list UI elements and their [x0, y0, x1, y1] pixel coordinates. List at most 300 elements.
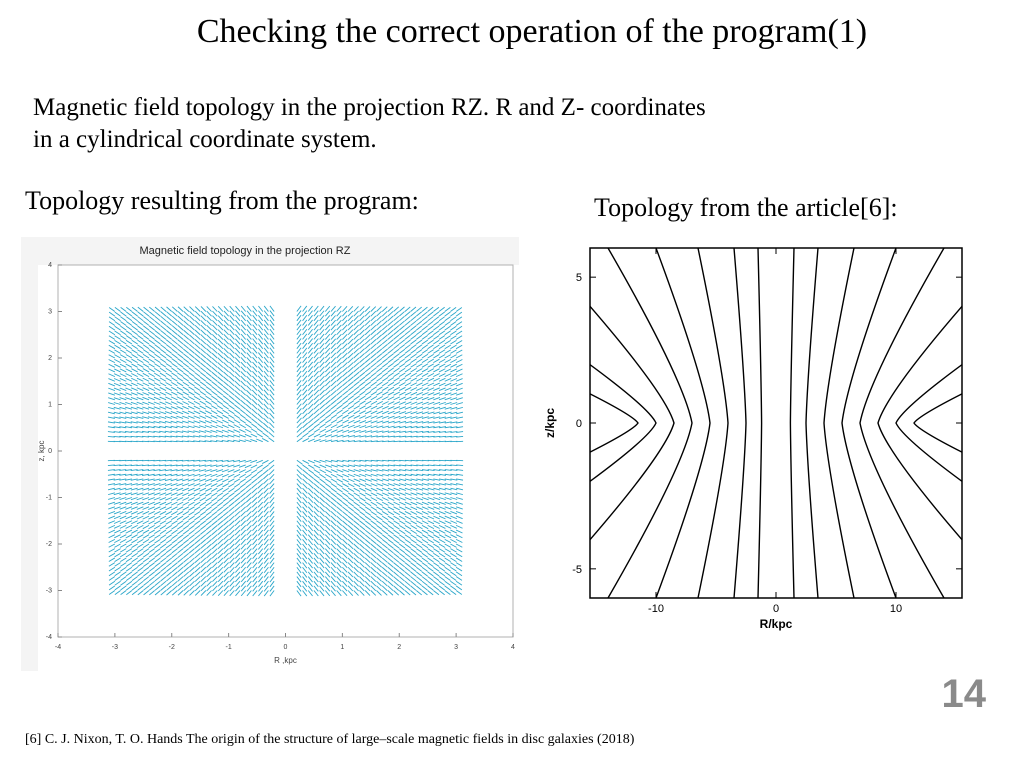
field-arrow	[166, 563, 171, 567]
field-arrow	[399, 363, 405, 367]
field-arrow	[337, 586, 342, 591]
field-arrow	[314, 591, 318, 596]
field-arrow	[342, 344, 347, 349]
field-arrow	[314, 424, 320, 428]
field-arrow	[422, 558, 428, 562]
field-arrow	[433, 525, 439, 528]
field-arrow	[201, 335, 206, 340]
field-arrow	[399, 586, 404, 591]
field-arrow	[235, 498, 240, 502]
field-arrow	[195, 572, 200, 577]
field-arrow	[348, 391, 354, 395]
field-arrow	[252, 498, 257, 503]
field-arrow	[205, 488, 211, 491]
field-arrow	[178, 326, 183, 331]
field-arrow	[314, 479, 319, 483]
field-arrow	[241, 567, 246, 572]
field-arrow	[382, 581, 387, 586]
field-arrow	[331, 502, 336, 507]
field-arrow	[258, 353, 262, 358]
field-arrow	[433, 558, 439, 562]
field-arrow	[177, 378, 183, 382]
field-arrow	[138, 586, 144, 590]
field-arrow	[405, 581, 410, 585]
field-arrow	[365, 325, 370, 330]
field-arrow	[264, 362, 268, 367]
field-arrow	[264, 549, 268, 555]
field-arrow	[183, 397, 189, 400]
field-arrow	[212, 334, 217, 339]
field-arrow	[195, 311, 200, 316]
field-arrow	[201, 344, 206, 349]
field-arrow	[411, 544, 417, 548]
field-arrow	[228, 410, 234, 414]
field-arrow	[166, 577, 171, 582]
field-arrow	[331, 572, 336, 577]
field-arrow	[218, 521, 223, 526]
field-arrow	[137, 525, 143, 528]
field-arrow	[342, 358, 347, 363]
field-arrow	[132, 354, 138, 358]
field-arrow	[303, 577, 307, 583]
field-arrow	[456, 326, 462, 330]
field-arrow	[224, 563, 229, 568]
field-arrow	[308, 474, 313, 478]
field-arrow	[320, 311, 324, 316]
field-arrow	[206, 502, 212, 506]
field-arrow	[223, 502, 229, 506]
field-arrow	[445, 350, 451, 354]
field-arrow	[456, 383, 463, 386]
field-arrow	[160, 340, 166, 344]
field-arrow	[138, 326, 144, 330]
field-arrow	[120, 321, 126, 325]
field-arrow	[178, 553, 183, 557]
field-arrow	[138, 567, 144, 571]
field-arrow	[342, 539, 347, 544]
field-arrow	[143, 567, 149, 571]
field-arrow	[371, 493, 377, 496]
field-arrow	[206, 516, 212, 520]
field-arrow	[264, 563, 268, 569]
field-arrow	[201, 306, 206, 311]
field-arrow	[456, 312, 462, 316]
y-tick-label: 4	[48, 262, 52, 269]
field-arrow	[149, 586, 154, 590]
field-arrow	[143, 563, 149, 567]
field-arrow	[166, 586, 171, 591]
field-arrow	[218, 306, 223, 311]
field-arrow	[205, 421, 212, 424]
field-arrow	[132, 317, 138, 321]
field-arrow	[314, 434, 320, 437]
field-arrow	[388, 340, 393, 344]
field-arrow	[189, 325, 194, 330]
field-arrow	[428, 530, 434, 533]
field-arrow	[206, 558, 211, 563]
field-arrow	[325, 525, 330, 530]
field-arrow	[177, 539, 183, 543]
field-arrow	[405, 387, 411, 390]
field-arrow	[172, 344, 178, 348]
field-arrow	[270, 366, 274, 372]
field-arrow	[428, 563, 434, 567]
field-arrow	[246, 414, 252, 418]
field-arrow	[325, 414, 331, 418]
field-arrow	[377, 307, 382, 312]
field-arrow	[394, 521, 400, 525]
field-arrow	[264, 315, 268, 321]
field-arrow	[445, 530, 451, 533]
field-arrow	[382, 577, 387, 582]
field-arrow	[303, 423, 308, 428]
field-arrow	[166, 535, 172, 539]
field-arrow	[382, 354, 388, 358]
field-arrow	[109, 345, 115, 348]
field-arrow	[270, 493, 274, 498]
footnote: [6] C. J. Nixon, T. O. Hands The origin of the structure of large–scale magnetic fields in disc galaxies (2018)	[25, 732, 635, 747]
field-arrow	[439, 539, 445, 542]
field-arrow	[160, 498, 166, 501]
field-arrow	[325, 334, 330, 339]
field-arrow	[258, 399, 263, 404]
field-arrow	[252, 493, 257, 498]
field-arrow	[450, 544, 456, 547]
field-arrow	[428, 581, 434, 585]
lines-axes-box	[590, 248, 962, 598]
field-arrow	[359, 479, 366, 482]
field-arrow	[264, 357, 268, 362]
field-arrow	[399, 344, 405, 348]
field-arrow	[314, 325, 318, 330]
field-arrow	[247, 325, 251, 330]
field-arrow	[331, 348, 336, 353]
field-arrow	[342, 405, 348, 409]
field-arrow	[342, 334, 347, 339]
field-arrow	[143, 359, 149, 363]
field-arrow	[138, 591, 143, 595]
field-arrow	[348, 558, 353, 563]
field-arrow	[253, 563, 257, 568]
field-arrow	[331, 521, 336, 526]
field-arrow	[388, 507, 394, 510]
field-arrow	[337, 358, 342, 363]
field-arrow	[337, 558, 342, 563]
field-arrow	[154, 511, 160, 514]
field-arrow	[371, 521, 377, 525]
field-arrow	[382, 553, 387, 557]
field-arrow	[121, 312, 127, 316]
field-arrow	[348, 484, 354, 487]
field-arrow	[235, 386, 240, 391]
field-arrow	[218, 353, 223, 358]
field-arrow	[165, 402, 171, 405]
field-arrow	[337, 386, 342, 391]
field-arrow	[246, 390, 251, 395]
field-arrow	[354, 420, 360, 423]
field-arrow	[394, 549, 400, 553]
field-arrow	[115, 581, 121, 585]
field-arrow	[445, 525, 451, 528]
field-arrow	[439, 378, 445, 381]
field-arrow	[394, 321, 399, 326]
field-arrow	[320, 484, 326, 488]
field-arrow	[394, 373, 400, 377]
field-arrow	[270, 376, 274, 382]
field-arrow	[450, 581, 456, 585]
field-arrow	[241, 511, 246, 516]
field-arrow	[348, 530, 353, 535]
field-arrow	[200, 493, 206, 496]
field-arrow	[371, 396, 377, 399]
field-arrow	[253, 320, 257, 325]
field-arrow	[126, 567, 132, 571]
field-arrow	[120, 511, 127, 514]
field-arrow	[166, 378, 172, 382]
field-arrow	[445, 317, 451, 321]
field-arrow	[154, 368, 160, 372]
field-arrow	[149, 544, 155, 548]
field-arrow	[456, 322, 462, 326]
field-arrow	[235, 381, 240, 386]
field-arrow	[189, 553, 194, 558]
field-arrow	[359, 572, 364, 577]
field-arrow	[411, 577, 416, 581]
field-arrow	[308, 320, 312, 325]
field-arrow	[428, 321, 434, 325]
field-arrow	[331, 474, 337, 477]
field-arrow	[365, 581, 370, 586]
field-arrow	[120, 521, 126, 524]
field-arrow	[388, 387, 394, 390]
field-arrow	[433, 331, 439, 335]
y-tick-label: 2	[48, 355, 52, 362]
field-arrow	[382, 530, 388, 534]
field-arrow	[416, 511, 422, 514]
field-arrow	[377, 397, 383, 400]
field-arrow	[206, 549, 211, 554]
field-arrow	[439, 535, 445, 538]
field-arrow	[314, 362, 319, 367]
field-arrow	[229, 493, 235, 497]
field-arrow	[264, 380, 268, 385]
field-arrow	[195, 307, 200, 312]
field-arrow	[342, 474, 348, 477]
field-arrow	[148, 521, 154, 524]
field-arrow	[428, 350, 434, 354]
field-arrow	[399, 330, 404, 334]
field-arrow	[177, 511, 183, 514]
field-arrow	[121, 591, 127, 595]
field-arrow	[131, 530, 137, 533]
field-arrow	[371, 349, 376, 354]
field-arrow	[337, 400, 343, 404]
field-arrow	[331, 493, 337, 497]
field-arrow	[399, 397, 405, 400]
field-arrow	[144, 586, 149, 590]
field-arrow	[382, 392, 388, 395]
field-arrow	[365, 498, 371, 501]
field-arrow	[184, 335, 189, 340]
field-arrow	[422, 591, 427, 595]
field-line	[790, 248, 794, 598]
field-arrow	[251, 429, 257, 433]
field-arrow	[416, 316, 421, 320]
field-arrow	[258, 357, 262, 362]
field-arrow	[183, 502, 189, 505]
field-arrow	[331, 430, 337, 433]
field-arrow	[348, 396, 354, 400]
field-arrow	[342, 325, 347, 330]
field-arrow	[195, 558, 200, 563]
field-arrow	[422, 307, 427, 311]
field-arrow	[239, 429, 245, 432]
field-arrow	[433, 326, 439, 330]
field-arrow	[137, 507, 143, 510]
field-arrow	[172, 326, 177, 331]
y-tick-label: 5	[575, 272, 582, 285]
field-arrow	[445, 345, 451, 349]
field-arrow	[212, 358, 217, 363]
field-arrow	[342, 558, 347, 563]
field-arrow	[258, 553, 262, 558]
field-arrow	[235, 320, 240, 325]
field-arrow	[195, 354, 200, 358]
field-arrow	[303, 385, 307, 390]
field-arrow	[224, 572, 229, 577]
field-arrow	[264, 591, 268, 597]
field-arrow	[382, 406, 388, 409]
field-arrow	[342, 530, 347, 535]
field-arrow	[241, 329, 246, 334]
field-arrow	[331, 479, 337, 483]
field-arrow	[331, 367, 336, 372]
field-arrow	[308, 460, 314, 463]
page-number: 14	[941, 672, 986, 716]
field-arrow	[411, 530, 417, 534]
field-arrow	[297, 423, 302, 428]
field-arrow	[258, 507, 263, 512]
field-arrow	[172, 335, 177, 339]
field-arrow	[224, 558, 229, 563]
field-arrow	[247, 521, 252, 526]
field-arrow	[297, 521, 301, 527]
field-arrow	[253, 362, 258, 367]
field-arrow	[416, 335, 422, 339]
field-arrow	[115, 307, 121, 311]
field-arrow	[149, 312, 154, 316]
field-arrow	[377, 373, 383, 377]
field-arrow	[207, 567, 212, 572]
field-arrow	[166, 530, 172, 534]
field-arrow	[160, 553, 166, 557]
field-arrow	[411, 581, 416, 585]
field-arrow	[109, 591, 115, 595]
field-arrow	[229, 544, 234, 549]
field-arrow	[230, 563, 235, 568]
field-arrow	[308, 465, 314, 469]
field-arrow	[365, 516, 371, 520]
field-arrow	[354, 320, 359, 325]
field-arrow	[359, 353, 364, 358]
field-arrow	[264, 339, 268, 345]
field-arrow	[212, 539, 217, 544]
field-arrow	[132, 321, 138, 325]
field-arrow	[308, 484, 313, 489]
field-arrow	[314, 567, 318, 572]
field-arrow	[264, 525, 268, 530]
field-arrow	[247, 586, 251, 591]
field-arrow	[342, 591, 347, 596]
field-arrow	[348, 372, 353, 377]
field-arrow	[166, 340, 172, 344]
field-arrow	[230, 320, 235, 325]
field-arrow	[405, 368, 411, 372]
field-arrow	[189, 316, 194, 321]
field-arrow	[264, 544, 268, 549]
field-arrow	[229, 498, 235, 502]
field-arrow	[456, 369, 462, 372]
field-arrow	[428, 364, 434, 367]
field-arrow	[297, 544, 301, 550]
field-arrow	[206, 544, 211, 549]
field-arrow	[314, 465, 320, 468]
field-arrow	[456, 350, 462, 353]
field-arrow	[143, 369, 149, 372]
field-arrow	[422, 539, 428, 543]
field-arrow	[331, 484, 337, 488]
field-arrow	[160, 364, 166, 368]
field-arrow	[229, 367, 234, 372]
field-arrow	[218, 525, 223, 530]
field-arrow	[308, 521, 313, 526]
field-arrow	[206, 498, 212, 502]
field-arrow	[405, 349, 411, 353]
field-arrow	[303, 549, 307, 555]
field-arrow	[172, 558, 177, 562]
field-arrow	[325, 586, 329, 591]
field-arrow	[371, 553, 376, 558]
field-arrow	[109, 544, 115, 547]
field-arrow	[371, 549, 376, 554]
field-arrow	[428, 354, 434, 358]
field-arrow	[247, 544, 252, 549]
field-arrow	[223, 381, 228, 386]
field-arrow	[171, 511, 177, 514]
field-arrow	[456, 379, 462, 382]
field-arrow	[405, 397, 411, 400]
field-arrow	[264, 511, 268, 516]
field-arrow	[166, 581, 171, 586]
field-arrow	[388, 382, 394, 386]
field-arrow	[258, 567, 262, 572]
field-arrow	[445, 364, 451, 367]
field-arrow	[320, 572, 324, 577]
field-arrow	[172, 359, 178, 363]
field-arrow	[411, 567, 417, 571]
field-arrow	[217, 415, 223, 418]
field-arrow	[246, 405, 251, 410]
field-arrow	[308, 434, 314, 438]
field-arrow	[235, 544, 240, 549]
field-arrow	[189, 572, 194, 577]
field-arrow	[172, 539, 178, 543]
field-arrow	[212, 320, 217, 325]
field-arrow	[416, 507, 422, 510]
field-arrow	[405, 335, 411, 339]
field-arrow	[320, 586, 324, 591]
field-arrow	[354, 539, 359, 544]
